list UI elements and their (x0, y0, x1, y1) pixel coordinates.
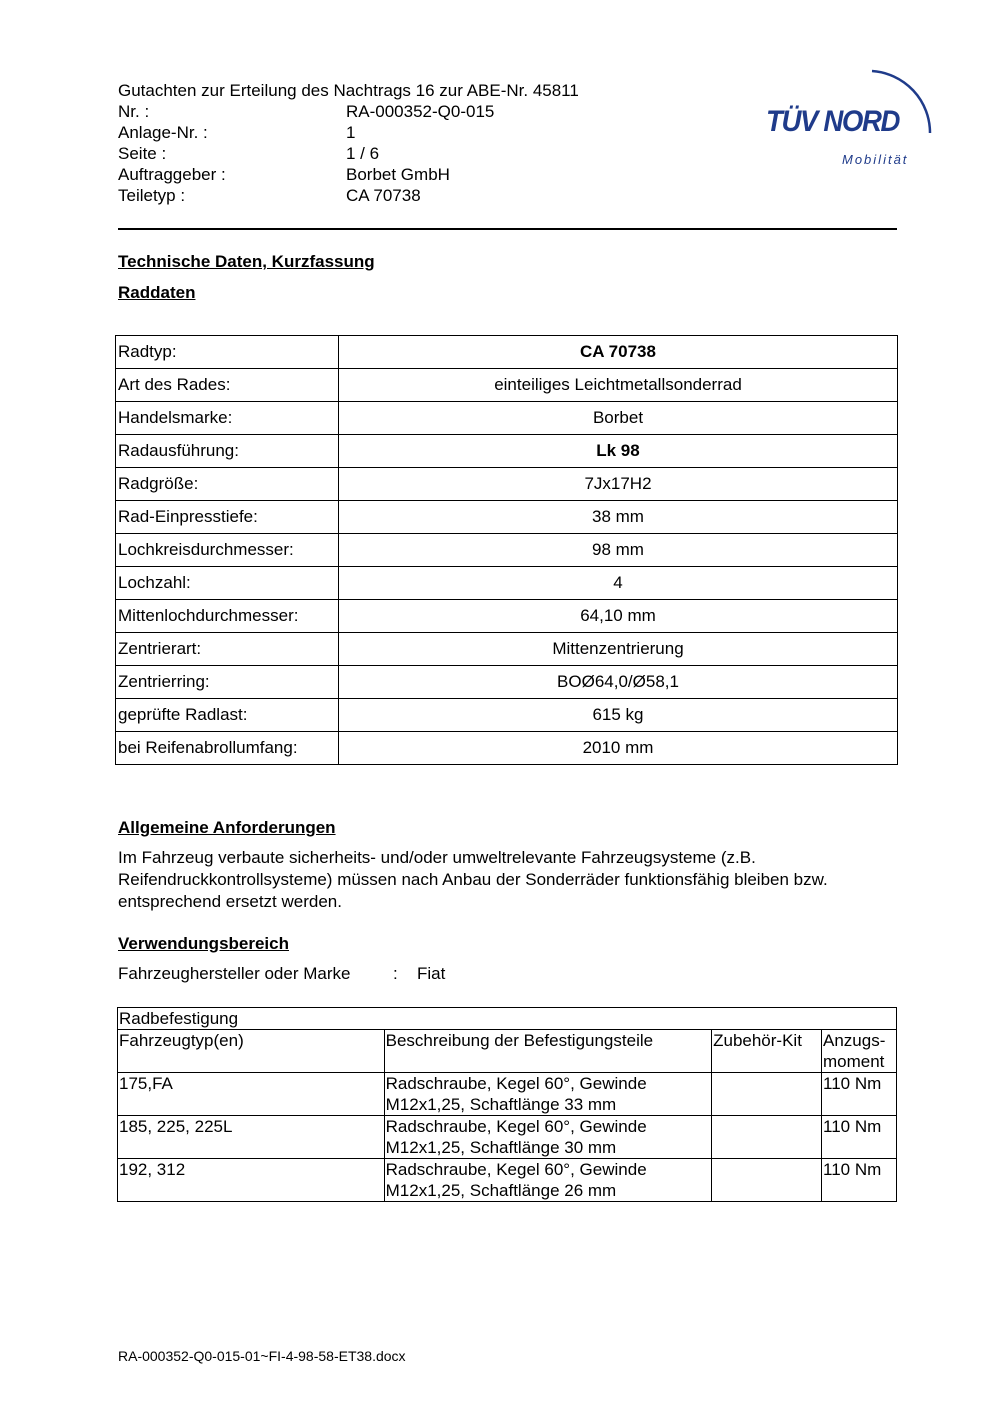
table-row (116, 633, 898, 666)
row-label: Handelsmarke: (116, 402, 339, 435)
row-value: 2010 mm (339, 732, 898, 765)
row-label: Lochkreisdurchmesser: (116, 534, 339, 567)
zubehoer-kit-cell (712, 1073, 822, 1116)
row-value: Borbet (339, 402, 898, 435)
row-label: Art des Rades: (116, 369, 339, 402)
verwendung-separator: : (393, 964, 398, 983)
beschreibung-cell (384, 1116, 711, 1159)
row-value: 98 mm (339, 534, 898, 567)
row-value: CA 70738 (339, 336, 898, 369)
header-divider (118, 228, 897, 230)
beschreibung-line: Radschraube, Kegel 60°, Gewinde (385, 1074, 647, 1093)
beschreibung-line: M12x1,25, Schaftlänge 30 mm (385, 1138, 617, 1157)
table-header-row (118, 1030, 897, 1073)
row-value: 38 mm (339, 501, 898, 534)
row-label: Lochzahl: (116, 567, 339, 600)
zubehoer-kit-cell (712, 1116, 822, 1159)
column-header: Beschreibung der Befestigungsteile (384, 1030, 711, 1073)
section-title-technische-daten: Technische Daten, Kurzfassung (118, 252, 375, 271)
table-row (116, 468, 898, 501)
row-value: einteiliges Leichtmetallsonderrad (339, 369, 898, 402)
row-value: Mittenzentrierung (339, 633, 898, 666)
logo-subtitle: Mobilität (842, 152, 909, 167)
row-value: 7Jx17H2 (339, 468, 898, 501)
table-row (116, 699, 898, 732)
section-title-verwendungsbereich: Verwendungsbereich (118, 934, 289, 953)
table-row (118, 1116, 897, 1159)
column-header: Fahrzeugtyp(en) (118, 1030, 385, 1073)
table-row (116, 369, 898, 402)
table-row (118, 1073, 897, 1116)
row-label: Mittenlochdurchmesser: (116, 600, 339, 633)
row-label: Radtyp: (116, 336, 339, 369)
table-row (116, 732, 898, 765)
beschreibung-line: M12x1,25, Schaftlänge 33 mm (385, 1095, 617, 1114)
header-row-nr: Nr. : RA-000352-Q0-015 (118, 102, 495, 121)
row-value: 64,10 mm (339, 600, 898, 633)
beschreibung-line: Radschraube, Kegel 60°, Gewinde (385, 1160, 647, 1179)
table-row (116, 600, 898, 633)
radbefestigung-table (117, 1007, 897, 1202)
footer-filename: RA-000352-Q0-015-01~FI-4-98-58-ET38.docx (118, 1348, 406, 1364)
document-title: Gutachten zur Erteilung des Nachtrags 16 zur ABE-Nr. 45811 (118, 81, 579, 100)
section-subtitle-raddaten: Raddaten (118, 283, 196, 302)
row-value: BOØ64,0/Ø58,1 (339, 666, 898, 699)
zubehoer-kit-cell (712, 1159, 822, 1202)
header-row-auftraggeber: Auftraggeber : Borbet GmbH (118, 165, 450, 184)
anforderungen-line: Im Fahrzeug verbaute sicherheits- und/oder umweltrelevante Fahrzeugsysteme (z.B. (118, 848, 756, 867)
row-value: 615 kg (339, 699, 898, 732)
fahrzeugtyp-cell: 185, 225, 225L (118, 1116, 385, 1159)
table-row (116, 402, 898, 435)
fahrzeugtyp-cell: 192, 312 (118, 1159, 385, 1202)
anzugsmoment-cell: 110 Nm (822, 1159, 897, 1202)
anzugsmoment-cell: 110 Nm (822, 1116, 897, 1159)
column-header: Anzugs- moment (822, 1030, 897, 1073)
beschreibung-line: M12x1,25, Schaftlänge 26 mm (385, 1181, 617, 1200)
logo-brand: TÜV NORD (766, 105, 900, 138)
beschreibung-line: Radschraube, Kegel 60°, Gewinde (385, 1117, 647, 1136)
table-row (116, 435, 898, 468)
row-label: bei Reifenabrollumfang: (116, 732, 339, 765)
row-label: Radausführung: (116, 435, 339, 468)
column-header: Zubehör-Kit (712, 1030, 822, 1073)
row-label: Rad-Einpresstiefe: (116, 501, 339, 534)
beschreibung-cell (384, 1073, 711, 1116)
verwendung-value: Fiat (417, 964, 446, 983)
row-label: geprüfte Radlast: (116, 699, 339, 732)
table-caption: Radbefestigung (118, 1008, 897, 1030)
table-row (118, 1159, 897, 1202)
table-row (116, 336, 898, 369)
fahrzeugtyp-cell: 175,FA (118, 1073, 385, 1116)
beschreibung-cell (384, 1159, 711, 1202)
anzugsmoment-cell: 110 Nm (822, 1073, 897, 1116)
row-label: Zentrierart: (116, 633, 339, 666)
table-row (116, 534, 898, 567)
row-label: Radgröße: (116, 468, 339, 501)
table-row (116, 666, 898, 699)
anforderungen-text (118, 847, 918, 913)
verwendung-row (118, 964, 518, 984)
table-row (116, 567, 898, 600)
header-row-teiletyp: Teiletyp : CA 70738 (118, 186, 421, 205)
verwendung-label: Fahrzeughersteller oder Marke (118, 964, 351, 983)
anforderungen-line: entsprechend ersetzt werden. (118, 892, 342, 911)
table-row (116, 501, 898, 534)
row-value: Lk 98 (339, 435, 898, 468)
tuev-nord-logo (760, 55, 945, 175)
row-label: Zentrierring: (116, 666, 339, 699)
header-row-anlage: Anlage-Nr. : 1 (118, 123, 356, 142)
raddaten-table (115, 335, 898, 765)
header-row-seite: Seite : 1 / 6 (118, 144, 380, 163)
anforderungen-line: Reifendruckkontrollsysteme) müssen nach Anbau der Sonderräder funktionsfähig bleiben bzw. (118, 870, 828, 889)
row-value: 4 (339, 567, 898, 600)
table-caption-row (118, 1008, 897, 1030)
section-title-anforderungen: Allgemeine Anforderungen (118, 818, 336, 837)
document-header (118, 80, 678, 206)
